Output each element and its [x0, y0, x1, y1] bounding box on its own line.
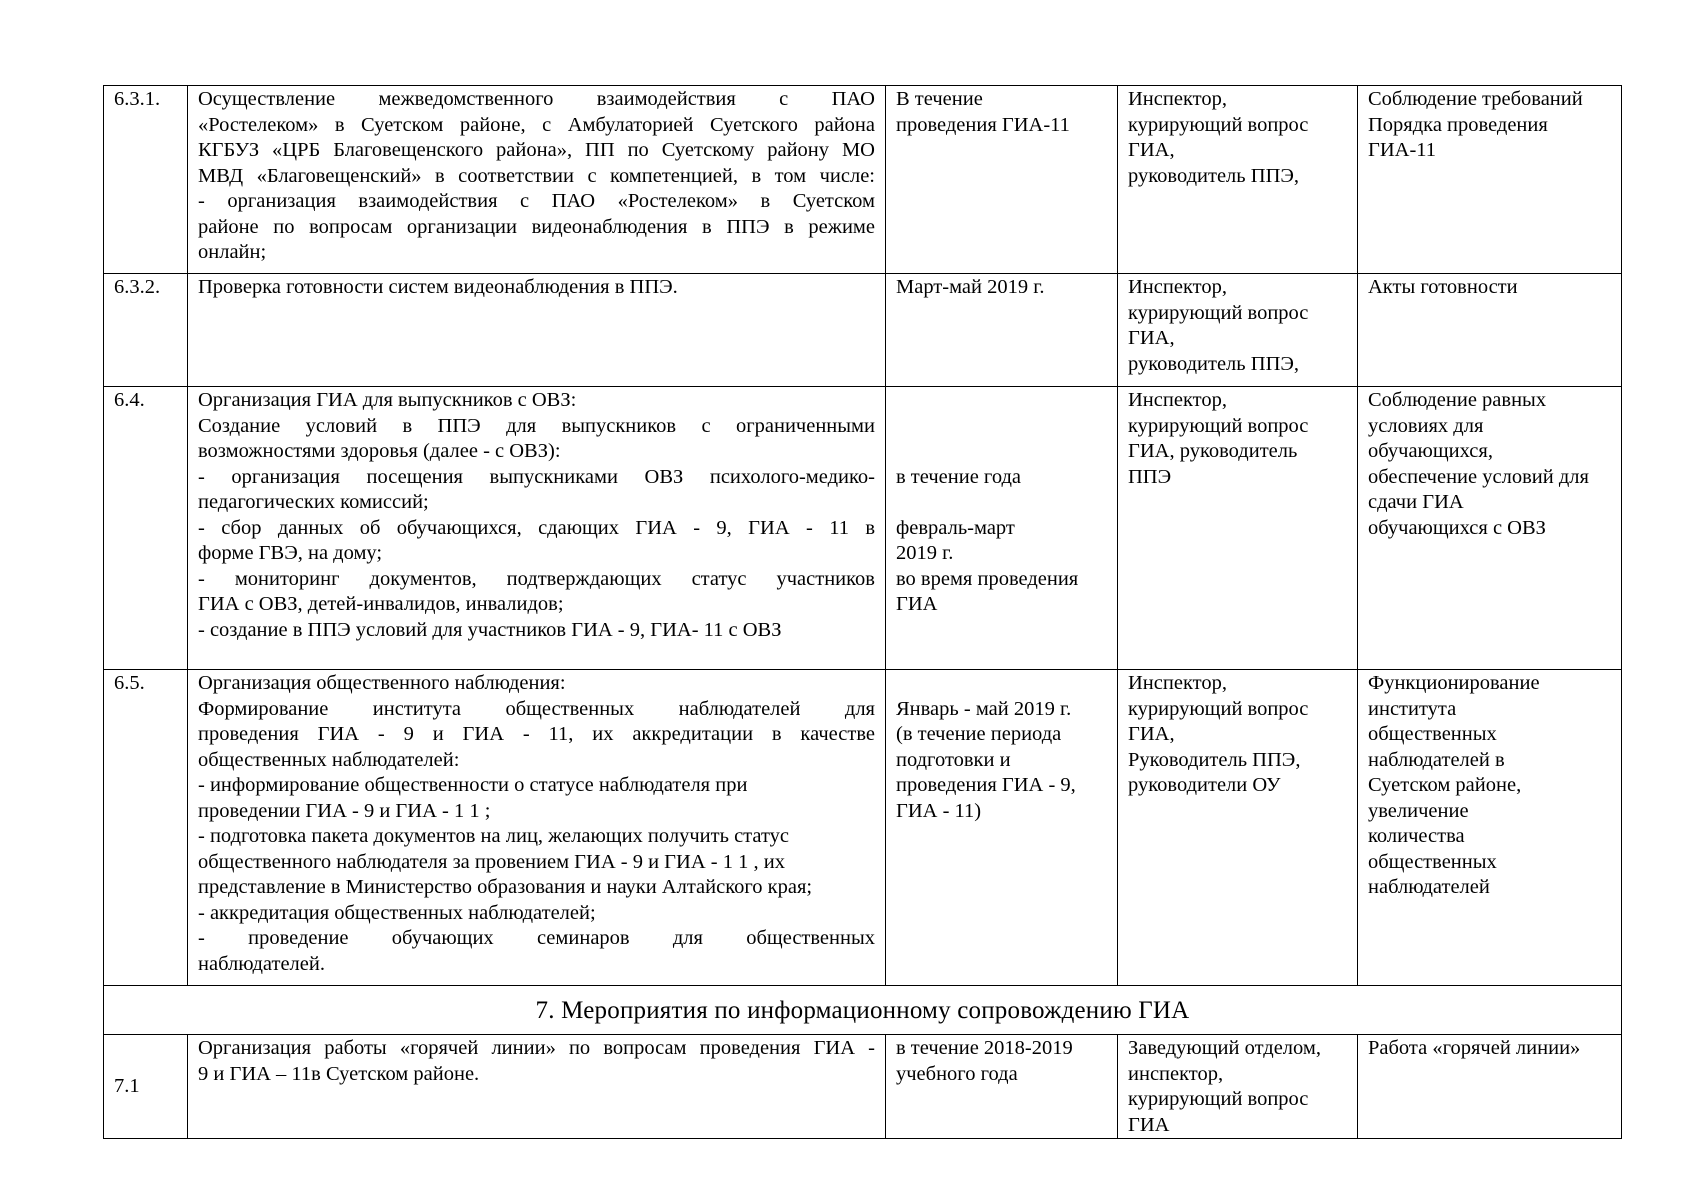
activity-cell: Проверка готовности систем видеонаблюдения в ППЭ.	[188, 274, 886, 387]
section-heading-row	[104, 986, 1622, 1035]
responsible-cell: Заведующий отделом, инспектор, курирующий вопрос ГИА	[1118, 1035, 1358, 1139]
activity-cell: Организация общественного наблюдения: Формирование института общественных наблюдателей для проведения ГИА - 9 и ГИА - 11, их аккредитации в качестве общественных наблюдателей: - информирование общественности о статусе наблюдателя при проведении ГИА - 9 и ГИА - 1 1 ; - подготовка пакета документов на лиц, желающих получить статус общественного наблюдателя за провением ГИА - 9 и ГИА - 1 1 , их представление в Министерство образования и науки Алтайского края; - аккредитация общественных наблюдателей; - проведение обучающих семинаров для общественных наблюдателей.	[188, 670, 886, 986]
result-cell: Соблюдение равных условиях для обучающихся, обеспечение условий для сдачи ГИА обучающихся с ОВЗ	[1358, 387, 1622, 670]
row-number: 6.3.2.	[104, 274, 188, 387]
term-cell: Январь - май 2019 г. (в течение периода подготовки и проведения ГИА - 9, ГИА - 11)	[886, 670, 1118, 986]
responsible-cell: Инспектор, курирующий вопрос ГИА, руководитель ППЭ	[1118, 387, 1358, 670]
row-number: 6.5.	[104, 670, 188, 986]
row-number: 7.1	[104, 1035, 188, 1139]
activity-cell: Организация работы «горячей линии» по вопросам проведения ГИА - 9 и ГИА – 11в Суетском районе.	[188, 1035, 886, 1139]
table-row	[104, 1035, 1622, 1139]
table-row	[104, 274, 1622, 387]
table-row	[104, 387, 1622, 670]
term-cell: в течение года февраль-март 2019 г. во время проведения ГИА	[886, 387, 1118, 670]
table-row	[104, 670, 1622, 986]
responsible-cell: Инспектор, курирующий вопрос ГИА, руководитель ППЭ,	[1118, 274, 1358, 387]
table-row	[104, 86, 1622, 274]
activity-cell: Организация ГИА для выпускников с ОВЗ: Создание условий в ППЭ для выпускников с ограниченными возможностями здоровья (далее - с ОВЗ): - организация посещения выпускниками ОВЗ психолого-медико- педагогических комиссий; - сбор данных об обучающихся, сдающих ГИА - 9, ГИА - 11 в форме ГВЭ, на дому; - мониторинг документов, подтверждающих статус участников ГИА с ОВЗ, детей-инвалидов, инвалидов; - создание в ППЭ условий для участников ГИА - 9, ГИА- 11 с ОВЗ	[188, 387, 886, 670]
term-cell: В течение проведения ГИА-11	[886, 86, 1118, 274]
result-cell: Акты готовности	[1358, 274, 1622, 387]
term-cell: в течение 2018-2019 учебного года	[886, 1035, 1118, 1139]
result-cell: Работа «горячей линии»	[1358, 1035, 1622, 1139]
activity-cell: Осуществление межведомственного взаимодействия с ПАО «Ростелеком» в Суетском районе, с Амбулаторией Суетского района КГБУЗ «ЦРБ Благовещенского района», ПП по Суетскому району МО МВД «Благовещенский» в соответствии с компетенцией, в том числе: - организация взаимодействия с ПАО «Ростелеком» в Суетском районе по вопросам организации видеонаблюдения в ППЭ в режиме онлайн;	[188, 86, 886, 274]
row-number: 6.3.1.	[104, 86, 188, 274]
section-7-title: 7. Мероприятия по информационному сопровождению ГИА	[104, 986, 1622, 1035]
row-number: 6.4.	[104, 387, 188, 670]
result-cell: Функционирование института общественных наблюдателей в Суетском районе, увеличение количества общественных наблюдателей	[1358, 670, 1622, 986]
plan-table	[103, 85, 1622, 1139]
result-cell: Соблюдение требований Порядка проведения ГИА-11	[1358, 86, 1622, 274]
responsible-cell: Инспектор, курирующий вопрос ГИА, Руководитель ППЭ, руководители ОУ	[1118, 670, 1358, 986]
responsible-cell: Инспектор, курирующий вопрос ГИА, руководитель ППЭ,	[1118, 86, 1358, 274]
term-cell: Март-май 2019 г.	[886, 274, 1118, 387]
